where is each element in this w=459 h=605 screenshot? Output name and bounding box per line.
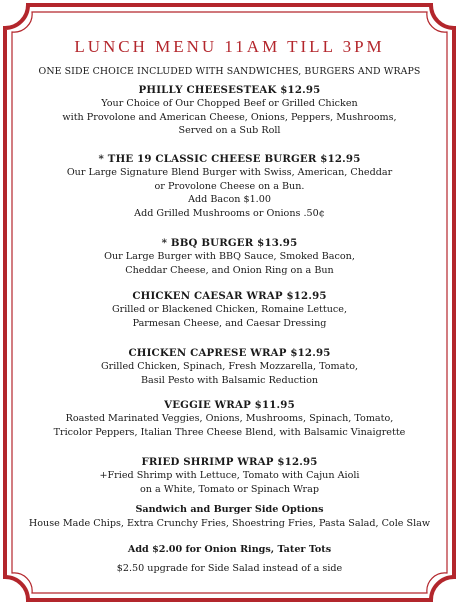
upgrade-note: $2.50 upgrade for Side Salad instead of a side <box>116 563 343 574</box>
menu-item-fried-shrimp-wrap <box>0 455 459 496</box>
side-options <box>0 503 459 531</box>
item-description-line: Tricolor Peppers, Italian Three Cheese Blend, with Balsamic Vinaigrette <box>53 426 406 438</box>
item-description-line: Add Grilled Mushrooms or Onions .50¢ <box>134 207 325 219</box>
item-description-line: Our Large Signature Blend Burger with Swiss, American, Cheddar <box>66 167 393 178</box>
menu-item-bbq-burger <box>0 236 459 277</box>
addon-note: Add $2.00 for Onion Rings, Tater Tots <box>127 544 332 555</box>
item-description-line: Served on a Sub Roll <box>178 125 281 137</box>
menu-item-chicken-caprese-wrap <box>0 346 459 387</box>
side-options-list: House Made Chips, Extra Crunchy Fries, Shoestring Fries, Pasta Salad, Cole Slaw <box>28 518 431 529</box>
item-description-line: on a White, Tomato or Spinach Wrap <box>139 483 319 495</box>
menu-item-classic-cheese-burger <box>0 152 459 220</box>
item-description-line: Our Large Burger with BBQ Sauce, Smoked Bacon, <box>104 251 355 262</box>
item-description-line: or Provolone Cheese on a Bun. <box>154 180 305 192</box>
item-description-line: Grilled or Blackened Chicken, Romaine Lettuce, <box>111 304 348 315</box>
menu-item-chicken-caesar-wrap <box>0 289 459 330</box>
menu-subtitle: ONE SIDE CHOICE INCLUDED WITH SANDWICHES, BURGERS AND WRAPS <box>38 66 421 77</box>
item-description-line: Basil Pesto with Balsamic Reduction <box>140 374 319 386</box>
item-title: * BBQ BURGER $13.95 <box>161 237 298 249</box>
menu-item-philly-cheesesteak <box>0 83 459 138</box>
menu-item-veggie-wrap <box>0 398 459 439</box>
item-description-line: Add Bacon $1.00 <box>188 194 271 206</box>
item-description-line: Parmesan Cheese, and Caesar Dressing <box>132 317 327 329</box>
item-description-line: Your Choice of Our Chopped Beef or Grilled Chicken <box>101 98 358 109</box>
item-description-line: +Fried Shrimp with Lettuce, Tomato with Cajun Aioli <box>99 470 360 481</box>
item-description-line: Roasted Marinated Veggies, Onions, Mushrooms, Spinach, Tomato, <box>65 413 394 424</box>
item-description-line: Grilled Chicken, Spinach, Fresh Mozzarella, Tomato, <box>100 361 359 372</box>
item-title: FRIED SHRIMP WRAP $12.95 <box>141 456 318 468</box>
side-options-title: Sandwich and Burger Side Options <box>135 504 324 515</box>
item-title: VEGGIE WRAP $11.95 <box>164 399 295 411</box>
item-title: CHICKEN CAESAR WRAP $12.95 <box>132 290 327 302</box>
item-description-line: Cheddar Cheese, and Onion Ring on a Bun <box>125 264 334 276</box>
item-title: * THE 19 CLASSIC CHEESE BURGER $12.95 <box>98 153 361 165</box>
item-title: CHICKEN CAPRESE WRAP $12.95 <box>128 347 331 359</box>
menu-title: LUNCH MENU 11AM TILL 3PM <box>74 37 385 56</box>
item-description-line: with Provolone and American Cheese, Onions, Peppers, Mushrooms, <box>62 111 397 123</box>
item-title: PHILLY CHEESESTEAK $12.95 <box>138 84 321 96</box>
